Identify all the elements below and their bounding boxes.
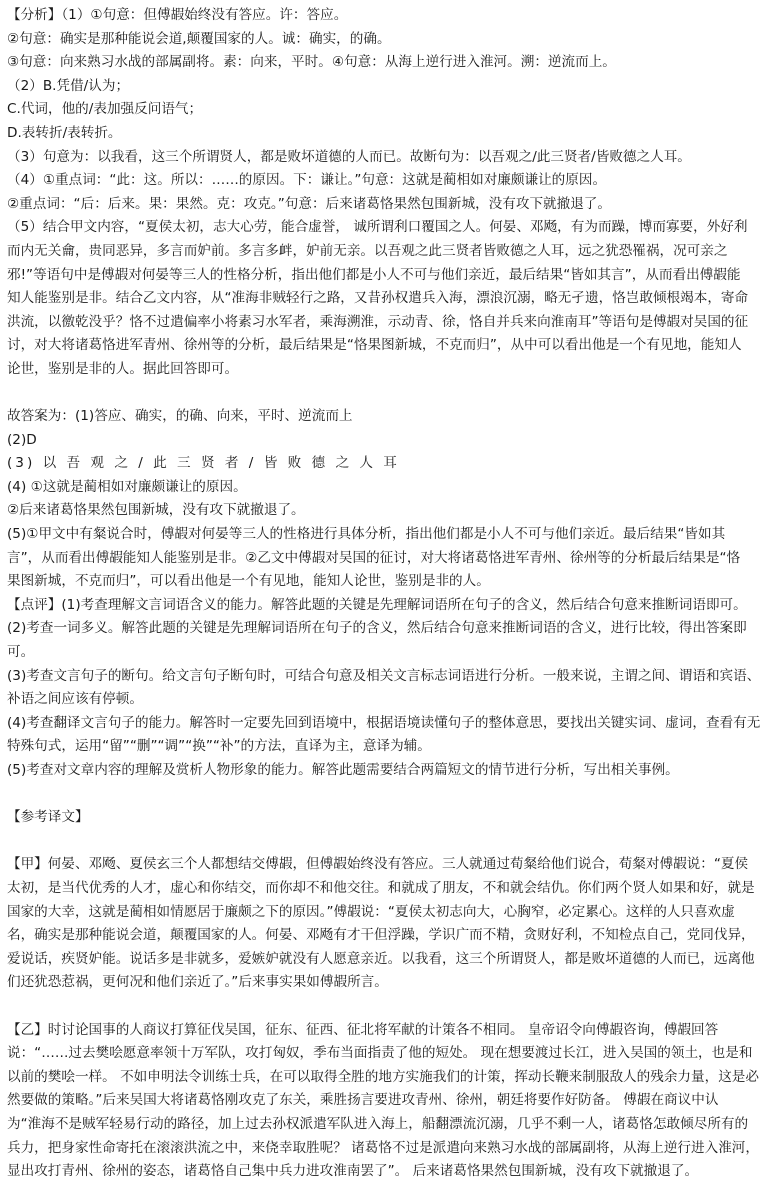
text-line: （4）①重点词：“此：这。所以：……的原因。下：谦让。”句意：这就是蔺相如对廉颇谦让的原因。: [7, 172, 607, 189]
text-line: 【参考译文】: [7, 809, 89, 826]
text-line: 讨，对大将诸葛恪进军青州、徐州等的分析，最后结果是“恪果图新城，不克而归”，从中可以看出他是一个有见地，能知人: [7, 337, 742, 354]
text-line: 名，确实是那种能说会道，颠覆国家的人。何晏、邓飏有才干但浮躁，学识广而不精，贪财好利，不知检点自己，党同伐异，: [7, 927, 755, 944]
text-line: D.表转折/表转折。: [7, 124, 122, 141]
text-line: (2)考查一词多义。解答此题的关键是先理解词语所在句子的含义，然后结合句意来推断词语的含义，进行比较，得出答案即: [7, 620, 747, 637]
text-line: (4)考查翻译文言句子的能力。解答时一定要先回到语境中，根据语境读懂句子的整体意思，要找出关键实词、虚词，查看有无: [7, 714, 761, 731]
text-line: (5)考查对文章内容的理解及赏析人物形象的能力。解答此题需要结合两篇短文的情节进行分析，写出相关事例。: [7, 762, 679, 778]
text-line: ②句意：确实是那种能说会道,颠覆国家的人。诚：确实，的确。: [7, 30, 391, 47]
text-line: 【点评】(1)考查理解文言词语含义的能力。解答此题的关键是先理解词语所在句子的含义，然后结合句意来推断词语即可。: [7, 596, 747, 613]
text-line: 论世，鉴别是非的人。据此回答即可。: [7, 360, 239, 377]
text-line: 而内无关龠，贵同恶异，多言而妒前。多言多衅，妒前无亲。以吾观之此三贤者皆败德之人耳，远之犹恐罹祸，况可亲之: [7, 242, 728, 259]
text-line: 爱说话，疾贤妒能。说话多是非就多，爱嫉妒就没有人愿意亲近。以我看，这三个所谓贤人，都是败坏道德的人而已，远离他: [7, 950, 755, 967]
text-line: 为“淮海不是贼军轻易行动的路径，加上过去孙权派遣军队进入海上，船翻漂流沉溺，几乎不剩一人，诸葛恪怎敢倾尽所有的: [7, 1115, 749, 1132]
text-line: (3) 以 吾 观 之 / 此 三 贤 者 / 皆 败 德 之 人 耳: [7, 455, 400, 472]
text-line: (3)考查文言句子的断句。给文言句子断句时，可结合句意及相关文言标志词语进行分析。一般来说，主谓之间、谓语和宾语、: [7, 667, 761, 684]
text-line: ③句意：向来熟习水战的部属副将。素：向来，平时。④句意：从海上逆行进入淮河。溯：逆流而上。: [7, 54, 616, 71]
text-line: 国家的大幸，这就是蔺相如情愿居于廉颇之下的原因。”傅嘏说：“夏侯太初志向大，心胸窄，必定累心。这样的人只喜欢虚: [7, 903, 735, 920]
text-line: 补语之间应该有停顿。: [7, 691, 143, 708]
blank-line: [7, 995, 774, 1019]
text-line: （5）结合甲文内容，“夏侯太初，志大心劳，能合虚誉， 诚所谓利口覆国之人。何晏、邓飏，有为而躁，博而寡要，外好利: [7, 219, 748, 236]
text-line: 邪!”等语句中是傅嘏对何晏等三人的性格分析，指出他们都是小人不可与他们亲近，最后结果“皆如其言”，从而看出傅嘏能: [7, 266, 741, 283]
text-line: 言”，从而看出傅嘏能知人能鉴别是非。②乙文中傅嘏对吴国的征讨，对大将诸葛恪进军青州、徐州等的分析最后结果是“恪: [7, 549, 741, 566]
text-line: 故答案为：(1)答应、确实，的确、向来，平时、逆流而上: [7, 408, 353, 425]
text-line: 然要做的策略。”后来吴国大将诸葛恪刚攻克了东关，乘胜扬言要进攻青州、徐州，朝廷将要作好防备。 傅嘏在商议中认: [7, 1092, 719, 1109]
text-line: (4) ①这就是蔺相如对廉颇谦让的原因。: [7, 478, 247, 495]
text-line: 果图新城，不克而归”，可以看出他是一个有见地，能知人论世，鉴别是非的人。: [7, 573, 490, 590]
text-line: (5)①甲文中有粲说合时，傅嘏对何晏等三人的性格进行具体分析，指出他们都是小人不可与他们亲近。最后结果“皆如其: [7, 526, 726, 543]
text-line: 【乙】时讨论国事的人商议打算征伐吴国，征东、征西、征北将军献的计策各不相同。 皇帝诏令向傅嘏咨询，傅嘏回答: [7, 1021, 719, 1038]
blank-line: [7, 783, 774, 807]
text-line: ②重点词：“后：后来。果：果然。克：攻克。”句意：后来诸葛恪果然包围新城，没有攻下就撤退了。: [7, 195, 611, 212]
text-line: 【分析】（1）①句意：但傅嘏始终没有答应。许：答应。: [7, 7, 348, 23]
text-line: C.代词，他的/表加强反问语气；: [7, 101, 203, 118]
blank-line: [7, 830, 774, 854]
text-line: 知人能鉴别是非。结合乙文内容，从“准海非贼轻行之路，又昔孙权遣兵入海，漂浪沉溺，略无孑遗，恪岂敢倾根竭本，寄命: [7, 290, 749, 307]
text-line: 太初，是当代优秀的人才，虚心和你结交，而你却不和他交往。和就成了朋友，不和就会结仇。你们两个贤人如果和好，就是: [7, 879, 755, 896]
text-line: （2）B.凭借/认为；: [7, 77, 130, 94]
text-line: 们还犹恐惹祸，更何况和他们亲近了。”后来事实果如傅嘏所言。: [7, 974, 388, 991]
text-line: （3）句意为：以我看，这三个所谓贤人，都是败坏道德的人而已。故断句为：以吾观之/此三贤者/皆败德之人耳。: [7, 148, 691, 165]
text-line: 特殊句式，运用“留”“删”“调”“换”“补”的方法，直译为主，意译为辅。: [7, 738, 431, 755]
text-line: 说：“……过去樊哙愿意率领十万军队，攻打匈奴，季布当面指责了他的短处。 现在想要渡过长江，进入吴国的领土，也是和: [7, 1045, 753, 1062]
blank-line: [7, 382, 774, 406]
text-line: (2)D: [7, 431, 37, 448]
text-line: 显出攻打青州、徐州的姿态，诸葛恪自己集中兵力进攻淮南罢了”。 后来诸葛恪果然包围新城，没有攻下就撤退了。: [7, 1163, 699, 1180]
text-line: 可。: [7, 644, 35, 661]
text-line: ②后来诸葛恪果然包围新城，没有攻下就撤退了。: [7, 502, 305, 519]
text-line: 以前的樊哙一样。 不如申明法令训练士兵，在可以取得全胜的地方实施我们的计策，挥动长鞭来制服敌人的残余力量，这是必: [7, 1068, 759, 1085]
text-line: 【甲】何晏、邓飏、夏侯玄三个人都想结交傅嘏，但傅嘏始终没有答应。三人就通过荀粲给他们说合，荀粲对傅嘏说：“夏侯: [7, 856, 749, 873]
text-line: 洪流，以徼乾没乎？恪不过遣偏率小将素习水军者，乘海溯淮，示动青、徐，恪自并兵来向淮南耳”等语句是傅嘏对吴国的征: [7, 313, 749, 330]
text-line: 兵力，把身家性命寄托在滚滚洪流之中，来侥幸取胜呢？ 诸葛恪不过是派遣向来熟习水战的部属副将，从海上逆行进入淮河，: [7, 1139, 759, 1156]
